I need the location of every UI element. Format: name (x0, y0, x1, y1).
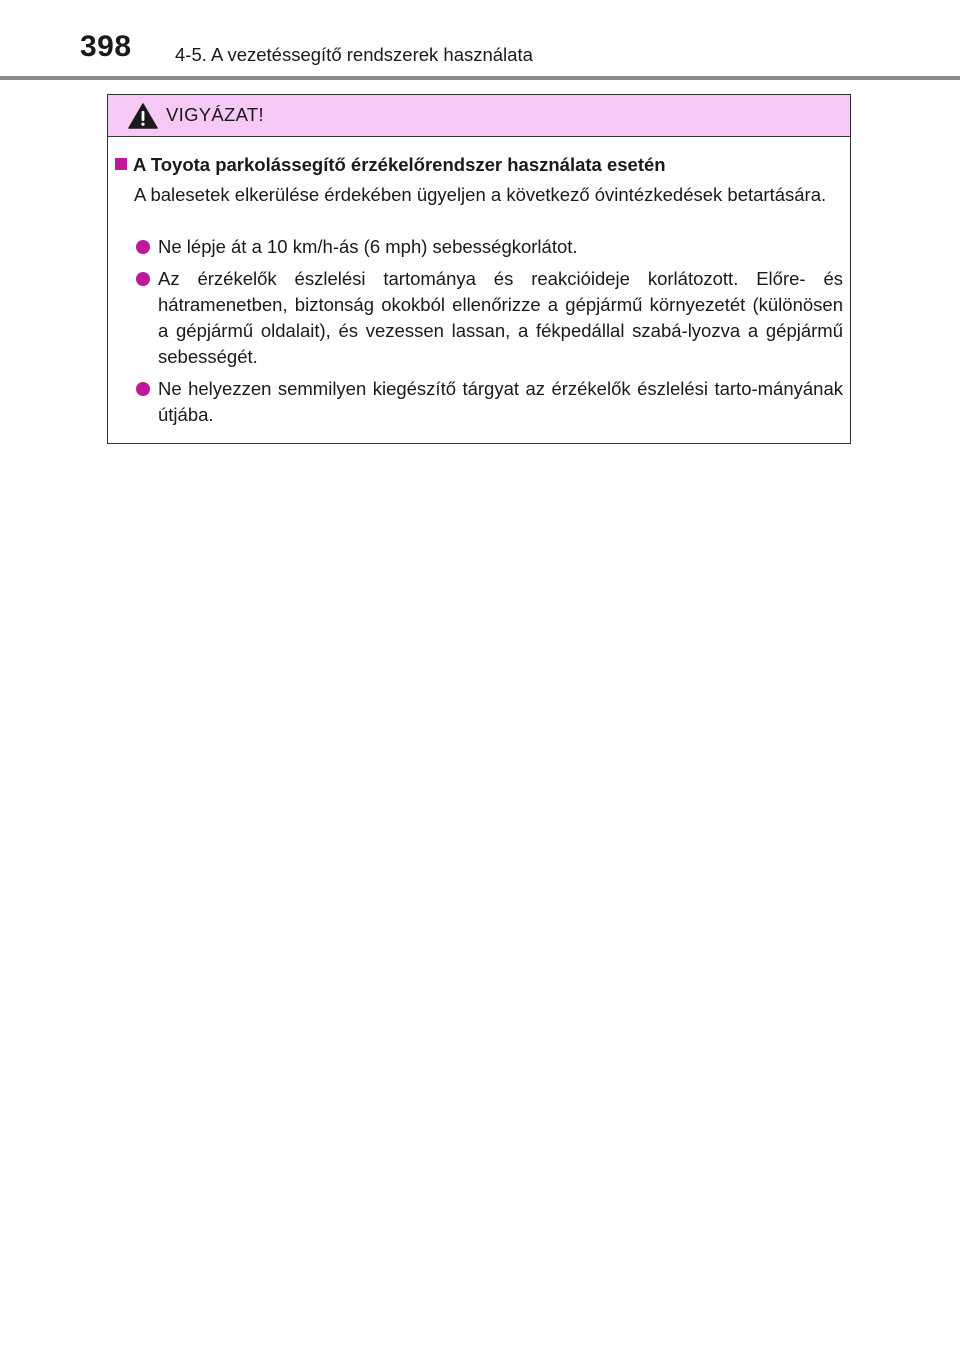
warning-label: VIGYÁZAT! (166, 104, 264, 125)
page-header (0, 0, 960, 80)
header-divider (0, 76, 960, 80)
warning-header (108, 95, 850, 137)
warning-heading-text: A Toyota parkolássegítő érzékelőrendszer használata esetén (133, 154, 666, 175)
warning-intro: A balesetek elkerülése érdekében ügyeljen a következő óvintézkedések betartására. (134, 184, 827, 205)
list-item-text: Ne lépje át a 10 km/h-ás (6 mph) sebességkorlátot. (158, 236, 578, 257)
list-item (134, 234, 843, 260)
warning-heading (115, 153, 835, 177)
warning-box (107, 94, 851, 444)
circle-bullet-icon (136, 382, 150, 396)
list-item (134, 376, 843, 428)
list-item (134, 266, 843, 370)
page-number: 398 (80, 30, 132, 63)
warning-triangle-icon (128, 103, 158, 129)
circle-bullet-icon (136, 240, 150, 254)
section-title: 4-5. A vezetéssegítő rendszerek használata (175, 44, 533, 65)
list-item-text: Az érzékelők észlelési tartománya és reakcióideje korlátozott. Előre- és hátramenetben, biztonság okokból ellenőrizze a gépjármű környezetét (különösen a gépjármű oldalait), és vezessen lassan, a fékpedállal szabá-lyozva a gépjármű sebességét. (158, 268, 843, 367)
list-item-text: Ne helyezzen semmilyen kiegészítő tárgyat az érzékelők észlelési tarto-mányának útjába. (158, 378, 843, 425)
square-bullet-icon (115, 158, 127, 170)
circle-bullet-icon (136, 272, 150, 286)
